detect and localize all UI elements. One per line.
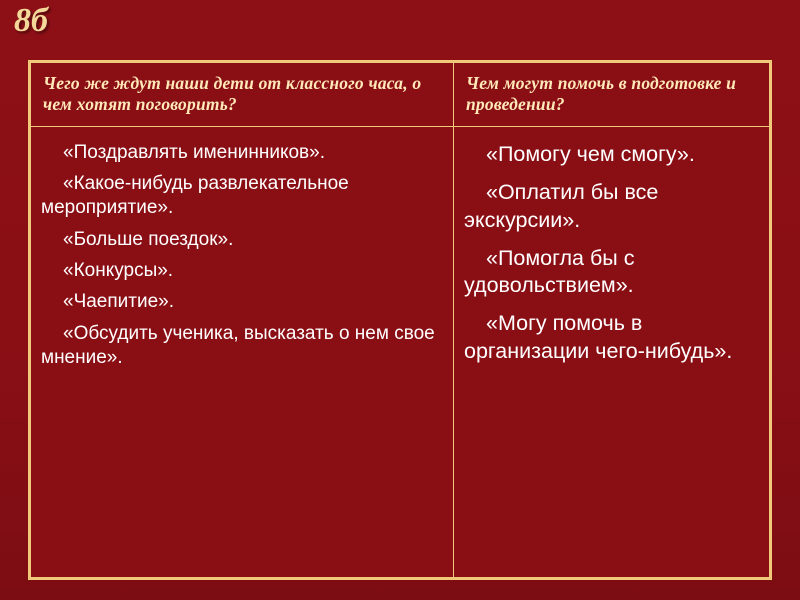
list-item: «Какое-нибудь развлекательное мероприятие». xyxy=(41,173,349,219)
list-item: «Могу помочь в организации чего-нибудь». xyxy=(464,311,733,364)
table-body-row xyxy=(31,126,770,577)
content-table-wrapper xyxy=(28,60,772,580)
body-cell-right xyxy=(454,126,770,577)
slide-number: 8б xyxy=(14,2,48,39)
list-item: «Поздравлять именинников». xyxy=(63,141,325,163)
list-item: «Чаепитие». xyxy=(63,291,174,313)
list-item: «Конкурсы». xyxy=(63,259,174,281)
right-items-list xyxy=(454,127,769,387)
list-item: «Обсудить ученика, высказать о нем свое мнение». xyxy=(41,322,435,368)
body-cell-left xyxy=(31,126,454,577)
header-right-text: Чем могут помочь в подготовке и проведении? xyxy=(466,73,737,115)
list-item: «Помогу чем смогу». xyxy=(486,141,695,166)
list-item: «Больше поездок». xyxy=(63,228,234,250)
header-left-text: Чего же ждут наши дети от классного часа, о чем хотят поговорить? xyxy=(43,73,422,115)
header-cell-left xyxy=(31,63,454,127)
header-cell-right xyxy=(454,63,770,127)
content-table xyxy=(30,62,770,578)
table-header-row xyxy=(31,63,770,127)
list-item: «Помогла бы с удовольствием». xyxy=(464,245,635,298)
list-item: «Оплатил бы все экскурсии». xyxy=(464,179,659,232)
left-items-list xyxy=(31,127,453,388)
